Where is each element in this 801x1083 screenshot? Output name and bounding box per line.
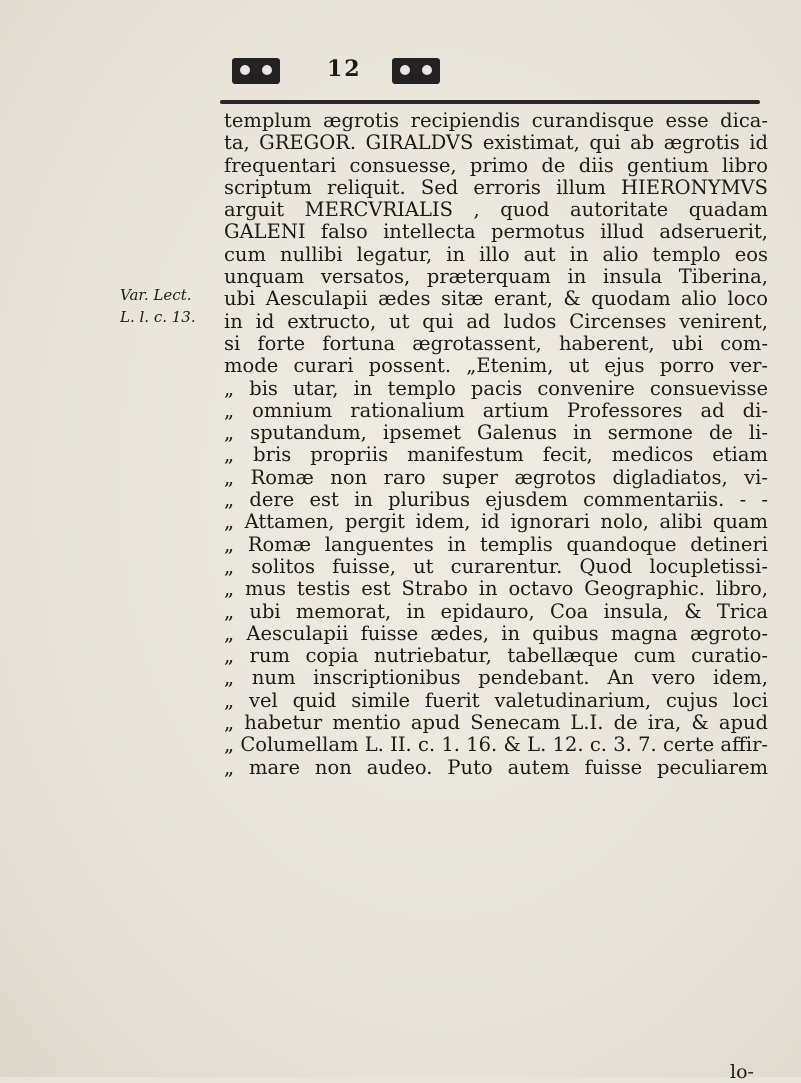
- page-header: [232, 52, 532, 92]
- text-line: ta, GREGOR. GIRALDVS existimat, qui ab ægrotis id: [224, 132, 768, 155]
- text-line: ubi Aesculapii ædes sitæ erant, & quodam alio loco: [224, 288, 768, 311]
- text-line: „ num inscriptionibus pendebant. An vero idem,: [224, 667, 768, 690]
- text-line: cum nullibi legatur, in illo aut in alio templo eos: [224, 243, 768, 266]
- header-rule: [220, 100, 760, 104]
- text-line: „ sputandum, ipsemet Galenus in sermone de li-: [224, 422, 768, 445]
- text-line: mode curari possent. „Etenim, ut ejus porro ver-: [224, 355, 768, 378]
- text-line: „ Romæ languentes in templis quandoque detineri: [224, 533, 768, 556]
- text-line: scriptum reliquit. Sed erroris illum HIERONYMVS: [224, 176, 768, 199]
- text-line: in id extructo, ut qui ad ludos Circenses venirent,: [224, 310, 768, 333]
- text-line: „ Romæ non raro super ægrotos digladiatos, vi-: [224, 466, 768, 489]
- text-line: „ ubi memorat, in epidauro, Coa insula, & Trica: [224, 600, 768, 623]
- body-text: [224, 110, 768, 779]
- page-number: 12: [327, 56, 362, 82]
- text-line: „ bris propriis manifestum fecit, medicos etiam: [224, 444, 768, 467]
- text-line: si forte fortuna ægrotassent, haberent, ubi com-: [224, 332, 768, 355]
- text-line: „ mus testis est Strabo in octavo Geographic. libro,: [224, 578, 768, 601]
- ornament-right-icon: [392, 58, 440, 84]
- text-line: „ Attamen, pergit idem, id ignorari nolo, alibi quam: [224, 511, 768, 534]
- text-line: „ vel quid simile fuerit valetudinarium, cujus loci: [224, 689, 768, 712]
- ornament-left-icon: [232, 58, 280, 84]
- text-line: „ Columellam L. II. c. 1. 16. & L. 12. c. 3. 7. certe affir-: [224, 734, 768, 757]
- text-line: GALENI falso intellecta permotus illud adseruerit,: [224, 221, 768, 244]
- text-line: frequentari consuesse, primo de diis gentium libro: [224, 154, 768, 177]
- margin-note: Var. Lect.: [120, 286, 192, 304]
- text-line: „ dere est in pluribus ejusdem commentariis. - -: [224, 489, 768, 512]
- text-line: „ Aesculapii fuisse ædes, in quibus magna ægroto-: [224, 622, 768, 645]
- catchword: lo-: [730, 1061, 754, 1083]
- text-line: „ solitos fuisse, ut curarentur. Quod locupletissi-: [224, 555, 768, 578]
- text-line: unquam versatos, præterquam in insula Tiberina,: [224, 266, 768, 289]
- text-line: „ habetur mentio apud Senecam L.I. de ira, & apud: [224, 712, 768, 735]
- text-line: templum ægrotis recipiendis curandisque esse dica-: [224, 110, 768, 132]
- text-line: „ mare non audeo. Puto autem fuisse peculiarem: [224, 756, 768, 779]
- margin-note: L. l. c. 13.: [120, 308, 196, 326]
- text-line: „ omnium rationalium artium Professores ad di-: [224, 399, 768, 422]
- text-line: „ rum copia nutriebatur, tabellæque cum curatio-: [224, 645, 768, 668]
- text-line: arguit MERCVRIALIS , quod autoritate quadam: [224, 199, 768, 222]
- text-line: „ bis utar, in templo pacis convenire consuevisse: [224, 377, 768, 400]
